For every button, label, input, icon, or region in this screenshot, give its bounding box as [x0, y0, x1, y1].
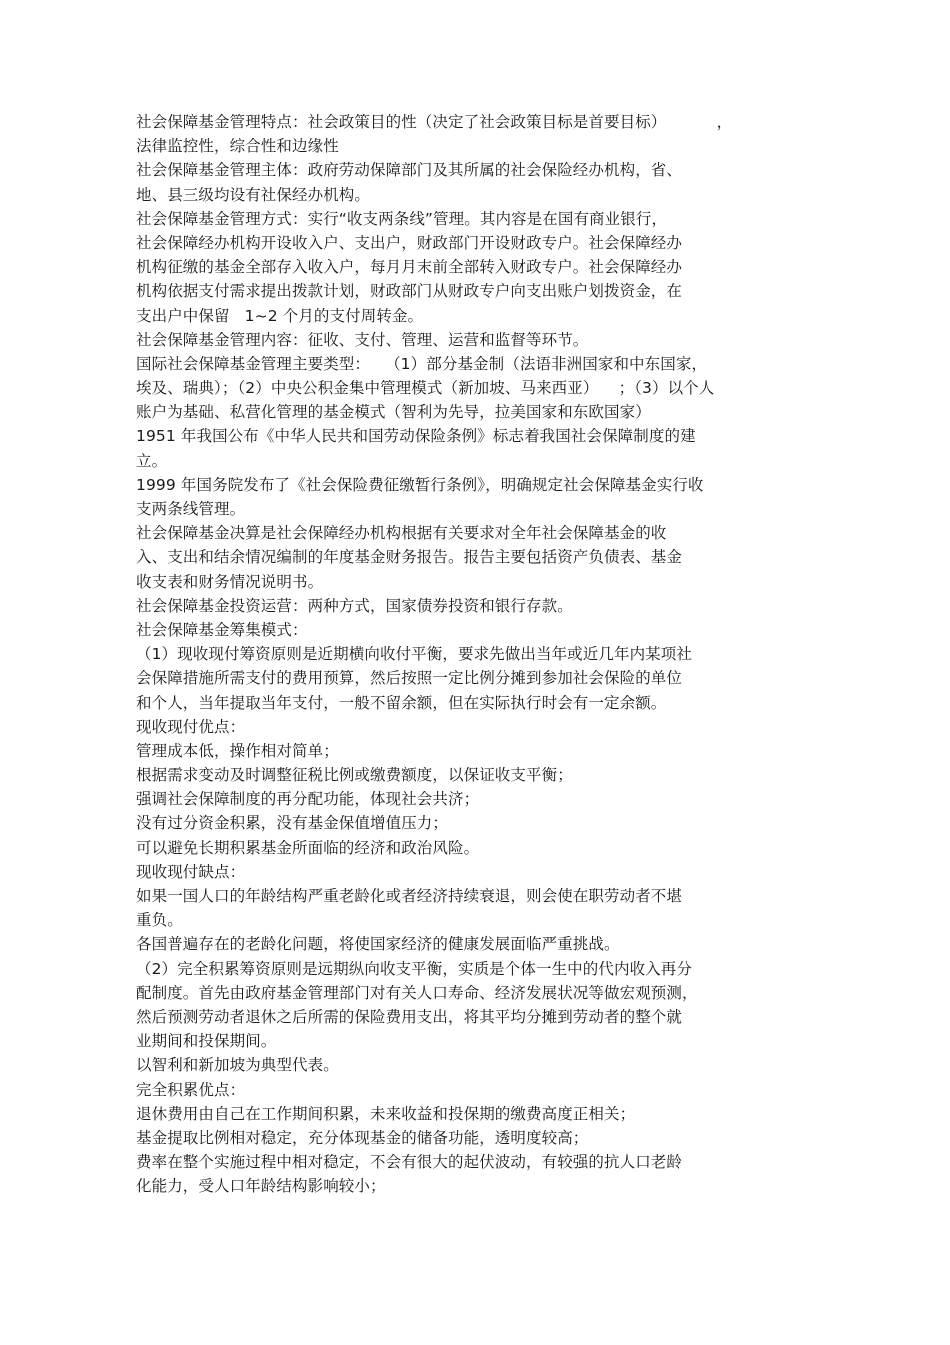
text-line: 完全积累优点： [136, 1080, 246, 1099]
text-line: 重负。 [136, 911, 183, 930]
text-line: 根据需求变动及时调整征税比例或缴费额度，以保证收支平衡； [136, 766, 573, 785]
text-line: 可以避免长期积累基金所面临的经济和政治风险。 [136, 838, 480, 857]
document-body [136, 110, 826, 1198]
text-line: 管理成本低，操作相对简单； [136, 741, 339, 760]
text-line: 法律监控性，综合性和边缘性 [136, 137, 339, 156]
text-line: 退休费用由自己在工作期间积累，未来收益和投保期的缴费高度正相关； [136, 1104, 636, 1123]
text-line: 业期间和投保期间。 [136, 1032, 277, 1051]
text-line: 机构征缴的基金全部存入收入户，每月月末前全部转入财政专户。社会保障经办 [136, 258, 683, 277]
text-line: 埃及、瑞典）；（2）中央公积金集中管理模式（新加坡、马来西亚） ；（3）以个人 [136, 379, 715, 398]
text-line: 地、县三级均设有社保经办机构。 [136, 185, 371, 204]
text-line: 社会保障基金投资运营：两种方式，国家债券投资和银行存款。 [136, 596, 573, 615]
text-line: 支两条线管理。 [136, 500, 246, 518]
text-line: 立。 [136, 451, 168, 470]
text-line: 化能力，受人口年龄结构影响较小； [136, 1177, 386, 1196]
text-line: 支出户中保留 1~2 个月的支付周转金。 [136, 306, 424, 325]
text-line: 配制度。首先由政府基金管理部门对有关人口寿命、经济发展状况等做宏观预测， [136, 983, 698, 1002]
text-line: 没有过分资金积累，没有基金保值增值压力； [136, 814, 449, 833]
text-line: 费率在整个实施过程中相对稳定，不会有很大的起伏波动，有较强的抗人口老龄 [136, 1153, 683, 1172]
text-line: 社会保障基金管理内容：征收、支付、管理、运营和监督等环节。 [136, 330, 589, 349]
text-line: 以智利和新加坡为典型代表。 [136, 1056, 339, 1075]
text-line: 社会保障基金决算是社会保障经办机构根据有关要求对全年社会保障基金的收 [136, 524, 667, 543]
text-line: 国际社会保障基金管理主要类型： （1）部分基金制（法语非洲国家和中东国家， [136, 354, 708, 373]
text-line: 现收现付优点： [136, 717, 246, 736]
text-line: 如果一国人口的年龄结构严重老龄化或者经济持续衰退，则会使在职劳动者不堪 [136, 887, 683, 905]
text-line: 1951 年我国公布《中华人民共和国劳动保险条例》标志着我国社会保障制度的建 [136, 427, 696, 446]
text-line: （2）完全积累筹资原则是远期纵向收支平衡，实质是个体一生中的代内收入再分 [136, 959, 692, 978]
text-line: 然后预测劳动者退休之后所需的保险费用支出，将其平均分摊到劳动者的整个就 [136, 1007, 683, 1026]
text-line: 入、支出和结余情况编制的年度基金财务报告。报告主要包括资产负债表、基金 [136, 548, 683, 567]
text-line: 会保障措施所需支付的费用预算，然后按照一定比例分摊到参加社会保险的单位 [136, 669, 683, 688]
text-line: 收支表和财务情况说明书。 [136, 572, 324, 591]
text-line: 各国普遍存在的老龄化问题，将使国家经济的健康发展面临严重挑战。 [136, 935, 620, 954]
text-line: （1）现收现付筹资原则是近期横向收付平衡，要求先做出当年或近几年内某项社 [136, 645, 692, 664]
text-line: 社会保障基金管理特点：社会政策目的性（决定了社会政策目标是首要目标） ， [136, 113, 733, 131]
text-line: 社会保障基金管理主体：政府劳动保障部门及其所属的社会保险经办机构，省、 [136, 161, 683, 180]
text-line: 账户为基础、私营化管理的基金模式（智利为先导，拉美国家和东欧国家） [136, 403, 651, 422]
text-line: 机构依据支付需求提出拨款计划，财政部门从财政专户向支出账户划拨资金，在 [136, 282, 683, 301]
text-line: 社会保障经办机构开设收入户、支出户，财政部门开设财政专户。社会保障经办 [136, 233, 683, 252]
text-line: 社会保障基金管理方式：实行“收支两条线”管理。其内容是在国有商业银行， [136, 209, 668, 228]
text-line: 现收现付缺点： [136, 862, 246, 881]
text-line: 强调社会保障制度的再分配功能，体现社会共济； [136, 790, 480, 809]
text-line: 社会保障基金筹集模式： [136, 620, 308, 639]
text-line: 基金提取比例相对稳定，充分体现基金的储备功能，透明度较高； [136, 1128, 589, 1147]
text-line: 1999 年国务院发布了《社会保险费征缴暂行条例》，明确规定社会保障基金实行收 [136, 475, 704, 494]
text-line: 和个人，当年提取当年支付，一般不留余额，但在实际执行时会有一定余额。 [136, 693, 667, 712]
